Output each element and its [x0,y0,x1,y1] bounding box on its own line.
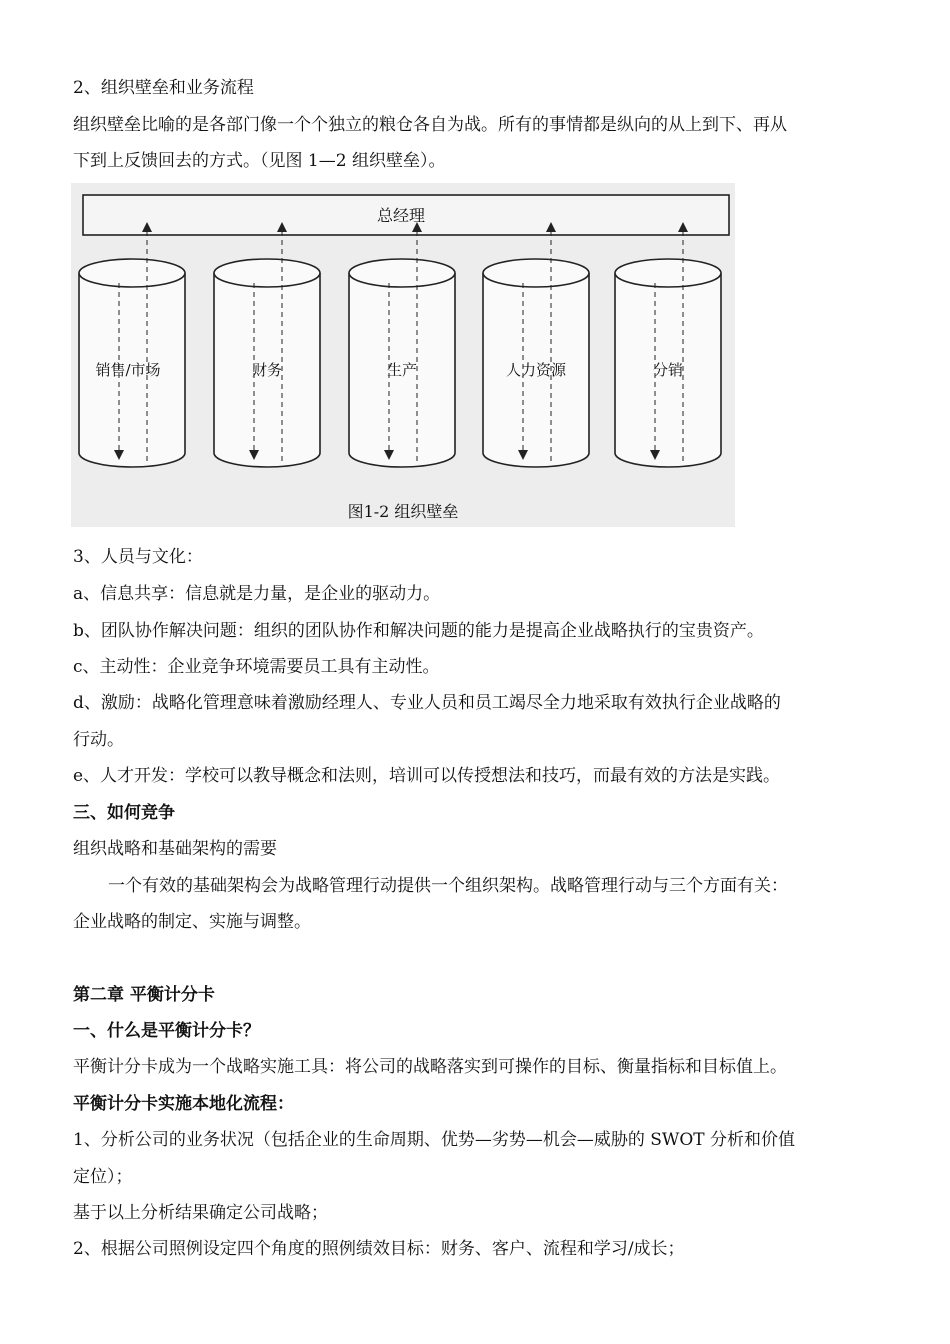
text-line: a、信息共享：信息就是力量，是企业的驱动力。 [73,584,441,604]
silo-label: 销售/市场 [95,361,161,379]
top-box [83,195,729,235]
silo-production [349,227,455,467]
text-line: b、团队协作解决问题：组织的团队协作和解决问题的能力是提高企业战略执行的宝贵资产。 [73,621,764,641]
top-box-label: 总经理 [376,206,426,225]
text-line: 行动。 [73,730,124,750]
silo-finance [214,227,320,467]
text-line: 企业战略的制定、实施与调整。 [73,912,311,932]
text-line: d、激励：战略化管理意味着激励经理人、专业人员和员工竭尽全力地采取有效执行企业战略的 [73,693,781,713]
text-line: 组织战略和基础架构的需要 [73,839,277,859]
text-line: 3、人员与文化： [73,547,203,567]
silo-hr [483,227,589,467]
silo-distribution [615,227,721,467]
text-line: 1、分析公司的业务状况（包括企业的生命周期、优势—劣势—机会—威胁的 SWOT 分析和价值 [73,1130,796,1150]
chapter-heading: 第二章 平衡计分卡 [73,985,215,1005]
text-line: 基于以上分析结果确定公司战略； [73,1203,328,1223]
text-line: 平衡计分卡成为一个战略实施工具：将公司的战略落实到可操作的目标、衡量指标和目标值上。 [73,1057,787,1077]
text-line: e、人才开发：学校可以教导概念和法则，培训可以传授想法和技巧，而最有效的方法是实践。 [73,766,781,786]
section-heading: 三、如何竞争 [73,803,175,823]
text-line: 下到上反馈回去的方式。（见图 1—2 组织壁垒）。 [73,151,446,171]
section-heading: 平衡计分卡实施本地化流程： [73,1094,294,1114]
silo-label: 人力资源 [505,361,567,379]
section-heading: 一、什么是平衡计分卡？ [73,1021,260,1041]
silo-label: 财务 [251,361,283,379]
organization-silo-figure [71,183,735,527]
text-line: 组织壁垒比喻的是各部门像一个个独立的粮仓各自为战。所有的事情都是纵向的从上到下、再从 [73,115,787,135]
text-line: c、主动性：企业竞争环境需要员工具有主动性。 [73,657,440,677]
silo-label: 生产 [386,361,418,379]
silo-sales [79,227,185,467]
silo-label: 分销 [652,361,684,379]
text-line: 一个有效的基础架构会为战略管理行动提供一个组织架构。战略管理行动与三个方面有关： [108,876,788,896]
text-line: 2、根据公司照例设定四个角度的照例绩效目标：财务、客户、流程和学习/成长； [73,1239,685,1259]
text-line: 定位）； [73,1167,133,1187]
text-line: 2、组织壁垒和业务流程 [73,78,254,98]
figure-caption: 图1-2 组织壁垒 [347,502,459,521]
